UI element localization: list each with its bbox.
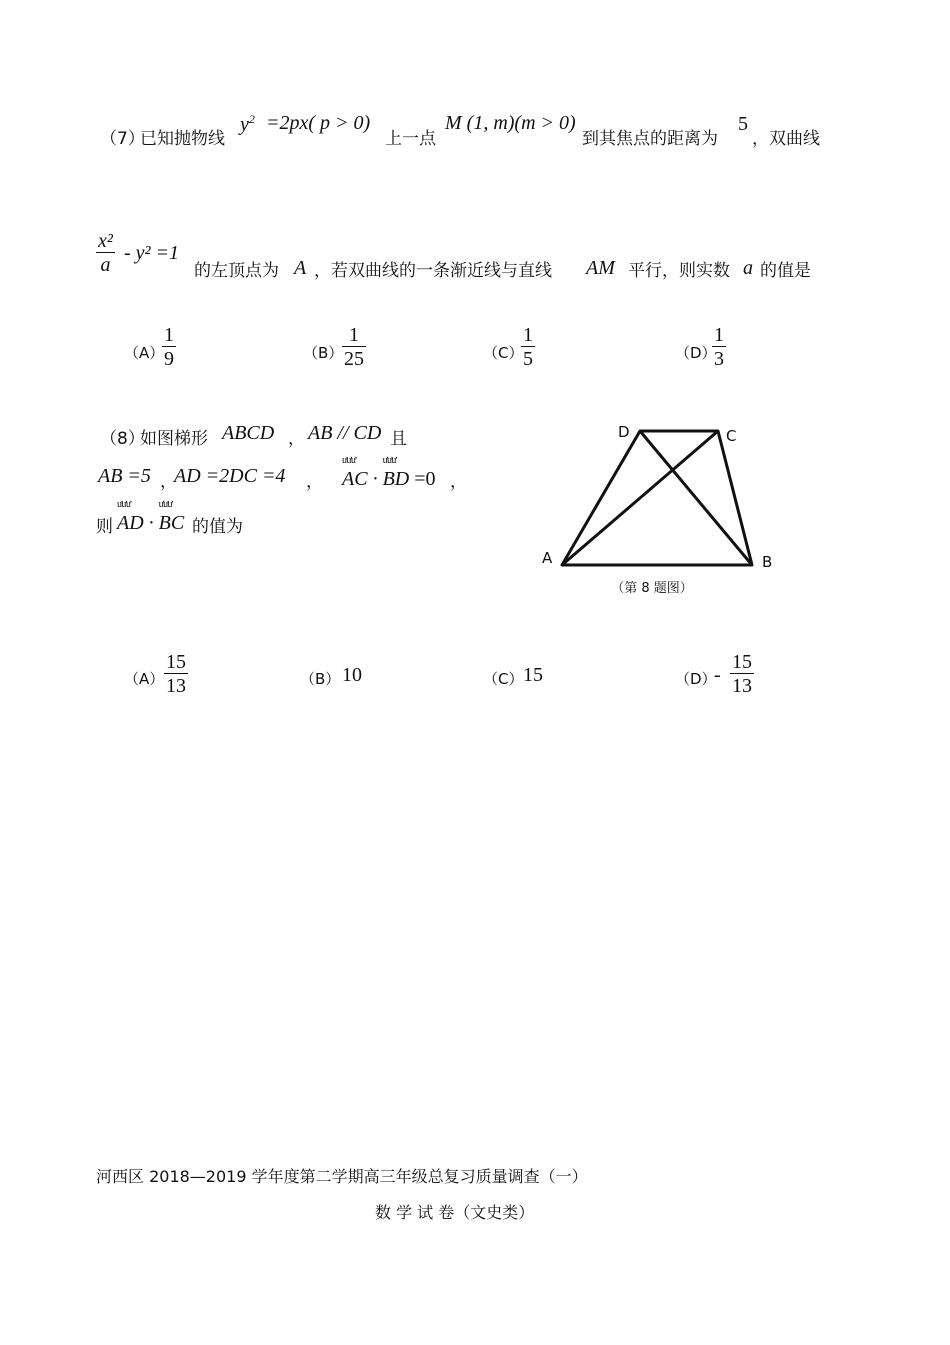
q7-text-6: ，若双曲线的一条渐近线与直线 xyxy=(314,261,552,281)
q8-trapezoid-figure xyxy=(530,415,790,605)
q7-distance: 5 xyxy=(738,113,748,135)
q7-text-5: 的左顶点为 xyxy=(194,261,279,281)
q8-comma-3: ， xyxy=(450,472,467,492)
q7-text-2: 上一点 xyxy=(385,129,436,149)
q7-parabola-eq: =2px( p > 0) xyxy=(266,112,371,134)
q8-vector-ac: ưưư AC xyxy=(342,468,368,491)
q8-option-b-label: （B） xyxy=(300,670,341,688)
footer-subject: 数 学 试 卷（文史类） xyxy=(375,1203,535,1222)
q8-text-then: 则 xyxy=(96,517,113,537)
figure-caption: （第 8 题图） xyxy=(611,581,693,596)
q8-option-d-label: （D） xyxy=(675,670,717,688)
vertex-label-d: D xyxy=(618,423,630,441)
q7-text-8: 的值是 xyxy=(760,261,811,281)
q8-dot-product-1: ưưư AC · ưưư BD =0 xyxy=(342,468,436,491)
q8-option-a-label: （A） xyxy=(124,670,165,688)
q7-option-c-label: （C） xyxy=(483,344,524,362)
q8-dot-product-2: ưưư AD · ưưư BC xyxy=(117,512,184,535)
q7-point-m: M (1, m)(m > 0) xyxy=(445,112,576,134)
vertex-label-a: A xyxy=(542,549,553,567)
q7-number: （7） xyxy=(100,129,145,149)
q7-text-3: 到其焦点的距离为 xyxy=(582,129,718,149)
q8-text-2: ， xyxy=(288,429,305,449)
q7-option-a-value: $\frac{1}{9}$ xyxy=(164,324,174,370)
q7-text-7: 平行，则实数 xyxy=(628,261,730,281)
q7-option-b-value: $\frac{1}{25}$ xyxy=(344,324,364,370)
q8-vector-bc: ưưư BC xyxy=(159,512,185,535)
footer-exam-title: 河西区 2018—2019 学年度第二学期高三年级总复习质量调查（一） xyxy=(96,1167,588,1186)
q7-option-d-label: （D） xyxy=(675,344,717,362)
q7-hyperbola-rest: - y² =1 xyxy=(124,242,180,264)
q7-vertex-a: A xyxy=(294,257,307,279)
q8-option-d-value: $\frac{15}{13}$ xyxy=(732,651,752,697)
q7-option-a-label: （A） xyxy=(124,344,165,362)
q7-param-a: a xyxy=(743,257,753,279)
q7-option-c-value: $\frac{1}{5}$ xyxy=(523,324,533,370)
q7-option-b-label: （B） xyxy=(303,344,344,362)
q8-text-1: 如图梯形 xyxy=(140,429,208,449)
q8-vector-bd: ưưư BD xyxy=(383,468,410,491)
vertex-label-b: B xyxy=(762,553,773,571)
q8-ad-length: AD =2DC =4 xyxy=(174,465,286,487)
vertex-label-c: C xyxy=(726,427,737,445)
q8-option-c-label: （C） xyxy=(483,670,524,688)
q8-option-c-value: 15 xyxy=(523,664,543,686)
q8-parallel: AB // CD xyxy=(308,422,382,444)
q8-option-d-sign: - xyxy=(714,664,721,686)
q8-number: （8） xyxy=(100,429,145,449)
q8-trapezoid: ABCD xyxy=(222,422,275,444)
q8-vector-ad: ưưư AD xyxy=(117,512,144,535)
q8-comma-2: ， xyxy=(306,472,323,492)
q7-hyperbola-fraction: $\frac{\text{x²}}{a}$ xyxy=(98,230,113,276)
q7-parabola-y: $y^2$ xyxy=(240,112,255,136)
q8-text-value: 的值为 xyxy=(192,517,243,537)
q8-option-a-value: $\frac{15}{13}$ xyxy=(166,651,186,697)
q8-option-b-value: 10 xyxy=(342,664,362,686)
q8-comma-1: ， xyxy=(160,472,177,492)
q8-text-3: 且 xyxy=(390,429,407,449)
q7-line-am: AM xyxy=(586,257,615,279)
q8-ab-length: AB =5 xyxy=(98,465,151,487)
q7-option-d-value: $\frac{1}{3}$ xyxy=(714,324,724,370)
q7-text-4: ，双曲线 xyxy=(752,129,820,149)
q7-text-1: 已知抛物线 xyxy=(140,129,225,149)
